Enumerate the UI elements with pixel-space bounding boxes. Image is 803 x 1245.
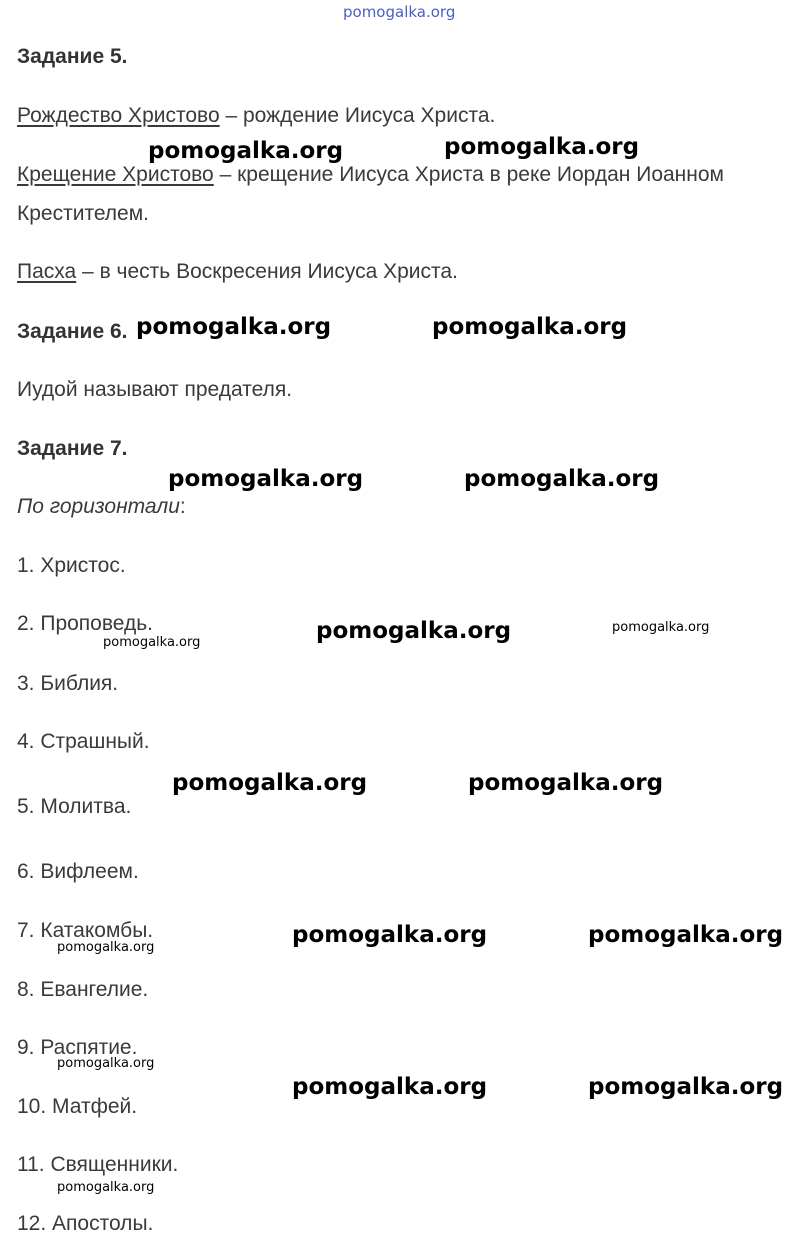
task5-term-3: Пасха — [17, 260, 77, 283]
task5-item-1 — [17, 104, 495, 128]
answer-item: 8. Евангелие. — [17, 978, 149, 1001]
watermark: pomogalka.org — [292, 922, 488, 948]
watermark-top: pomogalka.org — [343, 3, 456, 21]
watermark: pomogalka.org — [468, 770, 664, 796]
task5-def-3: – в честь Воскресения Иисуса Христа. — [76, 260, 458, 283]
watermark: pomogalka.org — [136, 314, 332, 340]
watermark: pomogalka.org — [148, 138, 344, 164]
watermark: pomogalka.org — [57, 940, 155, 955]
answer-item: 1. Христос. — [17, 554, 126, 577]
task5-def-2: – крещение Иисуса Христа в реке Иордан Иоанном — [213, 163, 724, 186]
task5-term-1: Рождество Христово — [17, 104, 220, 127]
watermark: pomogalka.org — [612, 620, 710, 635]
answer-item: 10. Матфей. — [17, 1095, 138, 1118]
task7-subheading-colon: : — [179, 495, 186, 518]
watermark: pomogalka.org — [103, 635, 201, 650]
task5-item-2 — [17, 163, 724, 187]
watermark: pomogalka.org — [57, 1056, 155, 1071]
task5-heading: Задание 5. — [17, 45, 128, 68]
watermark: pomogalka.org — [588, 922, 784, 948]
task7-subheading — [17, 495, 186, 519]
watermark: pomogalka.org — [588, 1074, 784, 1100]
answer-item: 6. Вифлеем. — [17, 860, 139, 883]
watermark: pomogalka.org — [464, 466, 660, 492]
watermark: pomogalka.org — [57, 1180, 155, 1195]
task7-heading: Задание 7. — [17, 437, 128, 460]
answer-item: 3. Библия. — [17, 672, 119, 695]
watermark: pomogalka.org — [432, 314, 628, 340]
answer-item: 12. Апостолы. — [17, 1212, 154, 1235]
task5-def-2-cont: Крестителем. — [17, 202, 150, 225]
task5-def-1: – рождение Иисуса Христа. — [219, 104, 496, 127]
watermark: pomogalka.org — [316, 618, 512, 644]
watermark: pomogalka.org — [168, 466, 364, 492]
task5-term-2: Крещение Христово — [17, 163, 214, 186]
watermark: pomogalka.org — [172, 770, 368, 796]
answer-item: 9. Распятие. — [17, 1036, 138, 1059]
watermark: pomogalka.org — [292, 1074, 488, 1100]
task6-answer: Иудой называют предателя. — [17, 378, 293, 401]
task7-subheading-text: По горизонтали — [17, 495, 180, 518]
watermark: pomogalka.org — [444, 134, 640, 160]
answer-item: 5. Молитва. — [17, 795, 132, 818]
answer-item: 11. Священники. — [17, 1153, 179, 1176]
task6-heading: Задание 6. — [17, 320, 128, 343]
answer-item: 7. Катакомбы. — [17, 919, 154, 942]
task5-item-3 — [17, 260, 458, 284]
answer-item: 2. Проповедь. — [17, 612, 154, 635]
answer-item: 4. Страшный. — [17, 730, 150, 753]
